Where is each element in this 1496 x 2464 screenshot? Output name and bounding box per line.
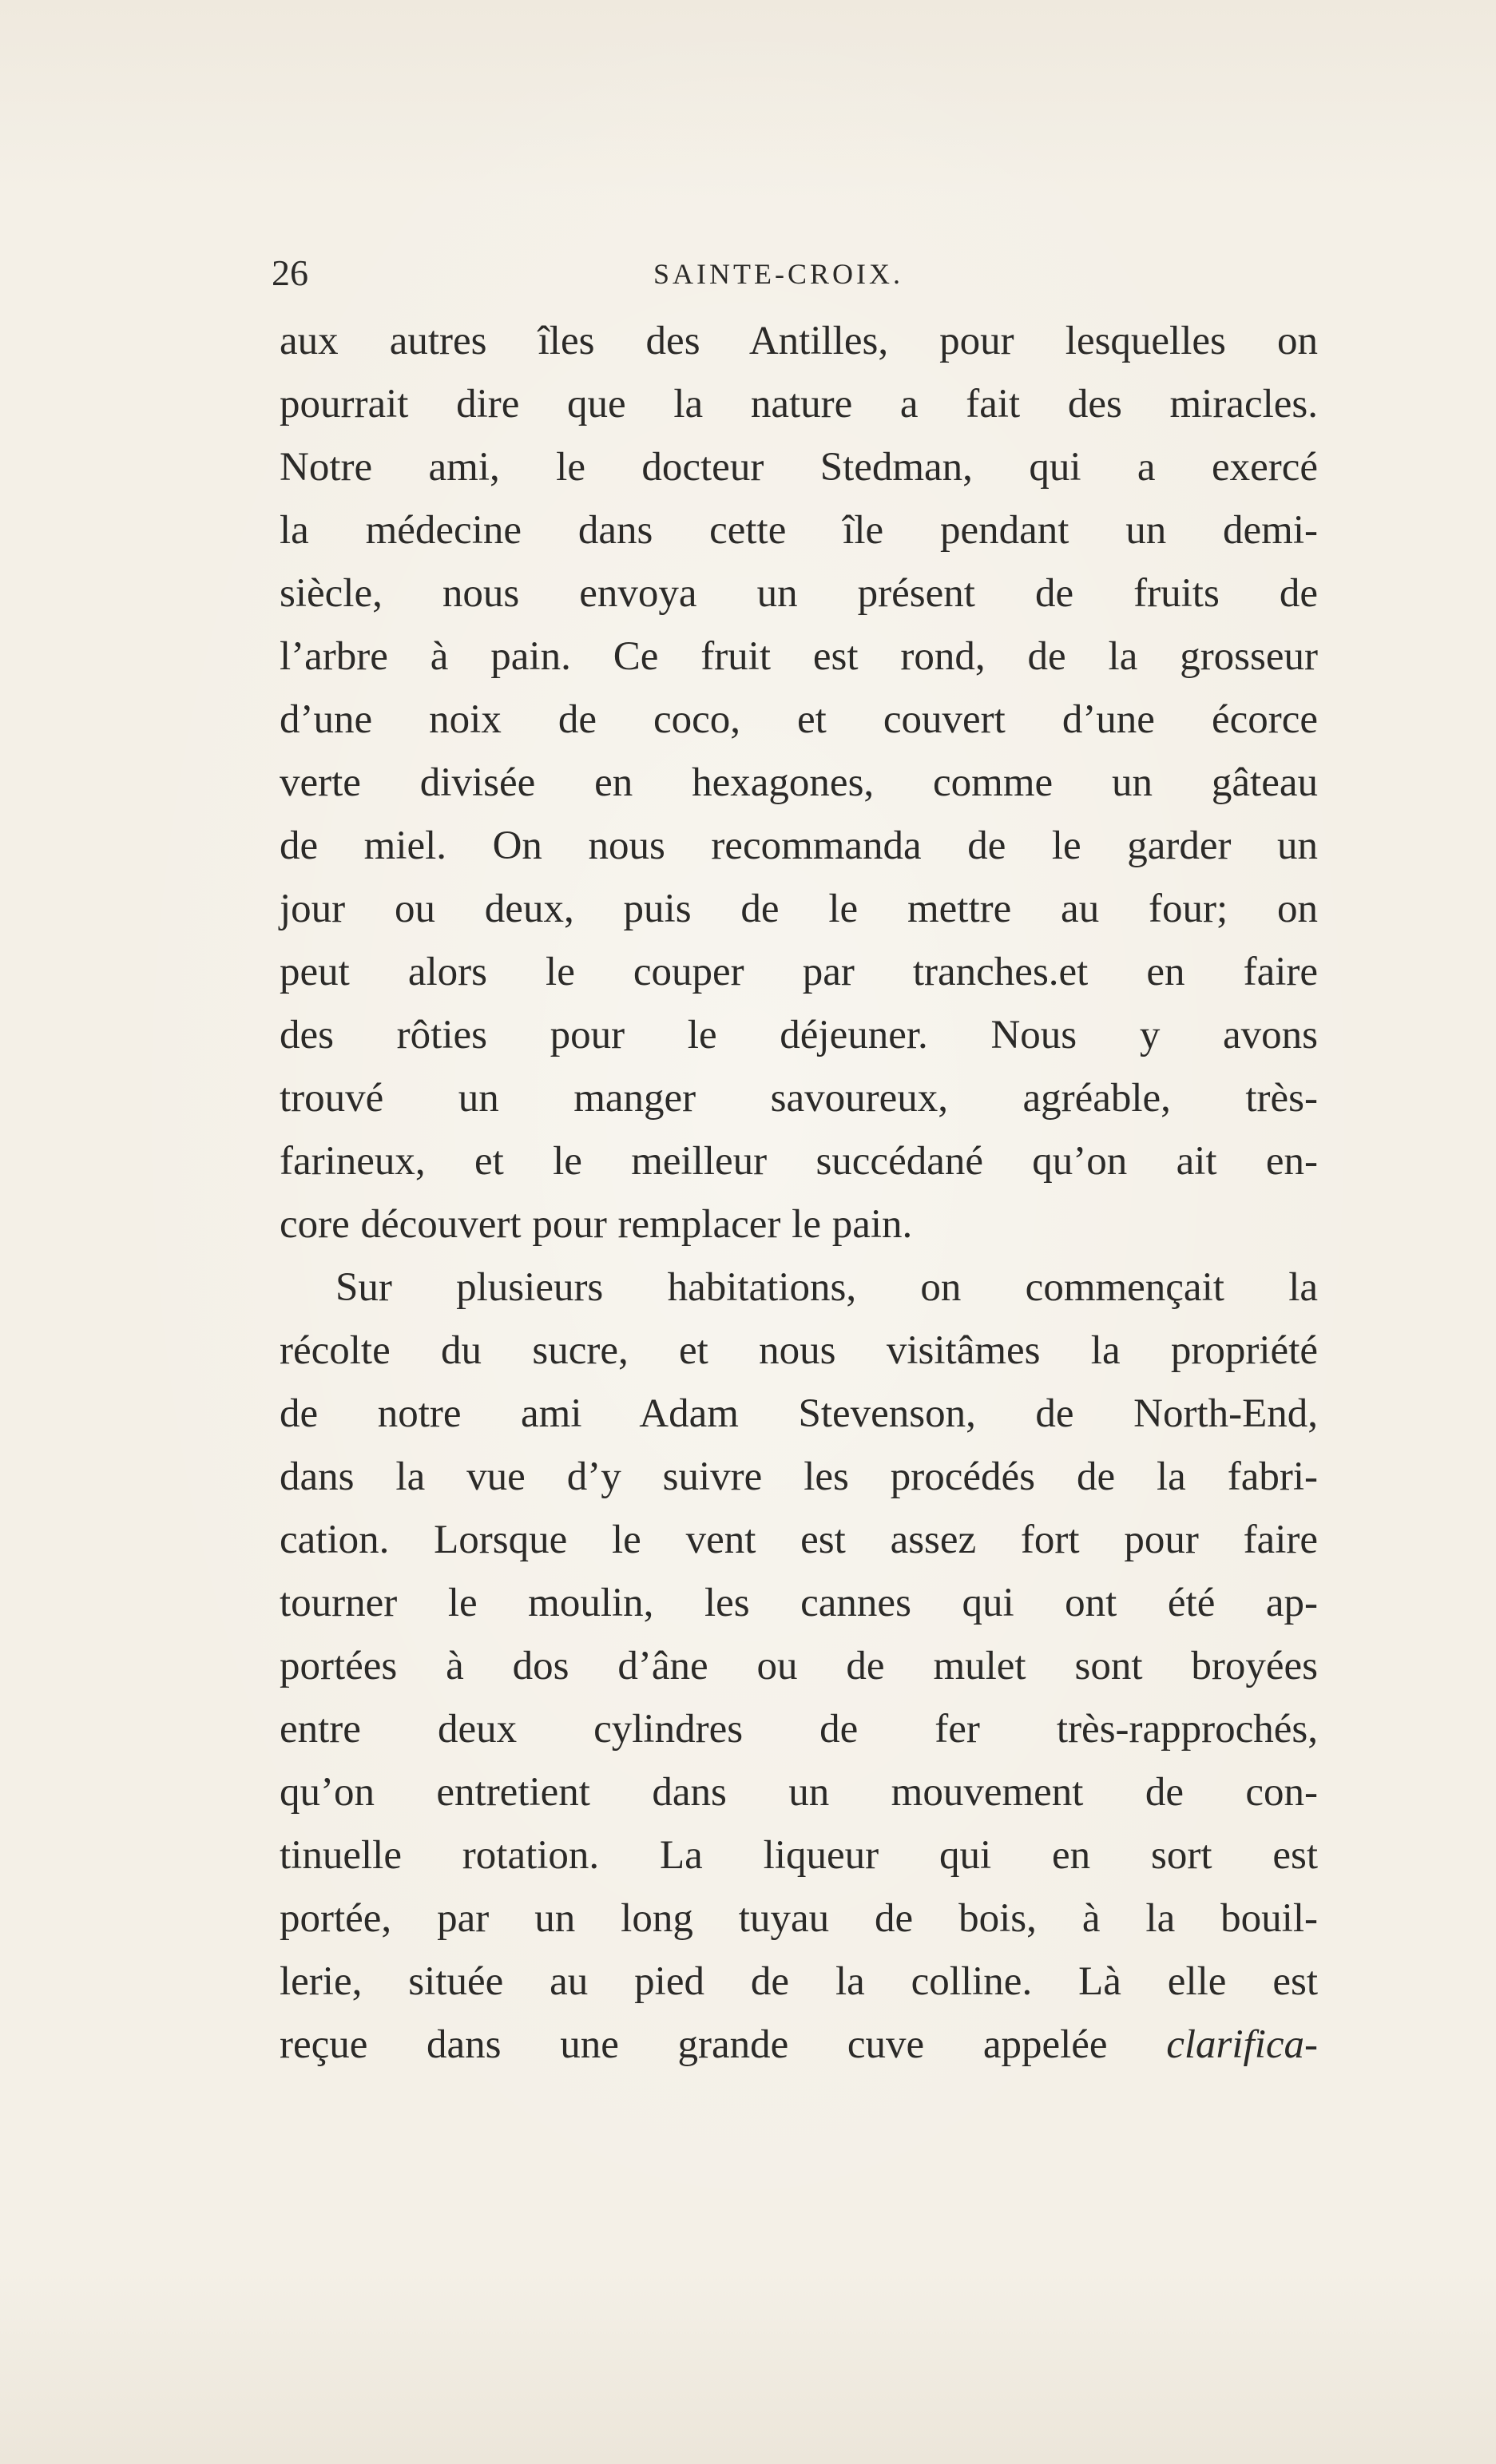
text-line: dans la vue d’y suivre les procédés de la fabri- [280, 1454, 1318, 1499]
paragraph-2 [280, 1256, 1318, 2077]
page-header [272, 249, 1326, 297]
text-line: Notre ami, le docteur Stedman, qui a exercé [280, 445, 1318, 490]
text-line: tinuelle rotation. La liqueur qui en sort est [280, 1833, 1318, 1878]
text-line: d’une noix de coco, et couvert d’une écorce [280, 697, 1318, 742]
text-line: pourrait dire que la nature a fait des miracles. [280, 382, 1318, 427]
text-line: des rôties pour le déjeuner. Nous y avons [280, 1013, 1318, 1057]
running-title: SAINTE-CROIX. [653, 258, 903, 290]
text-line: peut alors le couper par tranches.et en faire [280, 950, 1318, 994]
text-line: de notre ami Adam Stevenson, de North-End, [280, 1391, 1318, 1436]
body-text [280, 310, 1318, 2077]
paragraph-1 [280, 310, 1318, 1256]
text-line-last [280, 2014, 1318, 2077]
text-line: entre deux cylindres de fer très-rapprochés, [280, 1707, 1318, 1752]
page-number: 26 [272, 252, 308, 293]
text-line: aux autres îles des Antilles, pour lesquelles on [280, 319, 1318, 363]
text-line: verte divisée en hexagones, comme un gâteau [280, 760, 1318, 805]
text-line: portée, par un long tuyau de bois, à la bouil- [280, 1896, 1318, 1941]
text-line: récolte du sucre, et nous visitâmes la propriété [280, 1328, 1318, 1373]
text-line: lerie, située au pied de la colline. Là elle est [280, 1959, 1318, 2004]
text-line: siècle, nous envoya un présent de fruits de [280, 571, 1318, 616]
text-segment: reçue dans une grande cuve appelée [280, 2022, 1108, 2067]
text-line: cation. Lorsque le vent est assez fort pour faire [280, 1518, 1318, 1562]
text-line: trouvé un manger savoureux, agréable, très- [280, 1076, 1318, 1121]
text-line: tourner le moulin, les cannes qui ont été ap- [280, 1581, 1318, 1625]
text-line: portées à dos d’âne ou de mulet sont broyées [280, 1644, 1318, 1688]
text-line: farineux, et le meilleur succédané qu’on ait en- [280, 1139, 1318, 1184]
italic-term: clarifica- [1166, 2022, 1319, 2067]
text-line: l’arbre à pain. Ce fruit est rond, de la grosseur [280, 634, 1318, 679]
text-line: Sur plusieurs habitations, on commençait la [335, 1265, 1318, 1310]
text-line: jour ou deux, puis de le mettre au four; on [280, 887, 1318, 931]
text-line: core découvert pour remplacer le pain. [280, 1202, 913, 1247]
text-line: la médecine dans cette île pendant un demi- [280, 508, 1318, 553]
text-line: qu’on entretient dans un mouvement de con- [280, 1770, 1318, 1815]
text-line: de miel. On nous recommanda de le garder un [280, 823, 1318, 868]
